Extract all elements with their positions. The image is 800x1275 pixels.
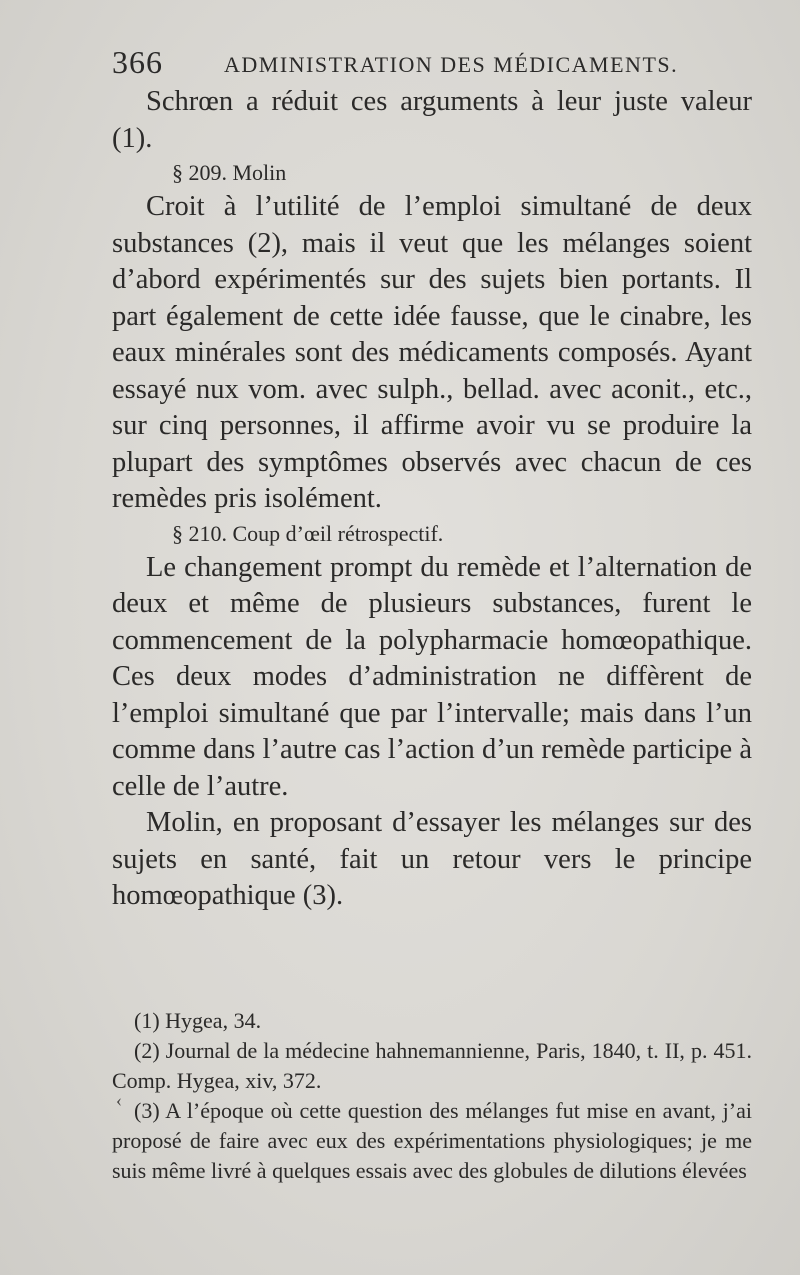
main-text [112,84,752,915]
paragraph-retrospective: Le changement prompt du remède et l’alternation de deux et même de plusieurs substances, furent le commencement de la polypharmacie homœopathique. Ces deux modes d’administration ne diffèrent de l’emploi simultané que par l’intervalle; mais dans l’un comme dans l’autre cas l’action d’un remède participe à celle de l’autre. [112,551,752,802]
footnotes [112,1006,752,1186]
paragraph-schroen: Schrœn a réduit ces arguments à leur juste valeur (1). [112,86,752,154]
page-number: 366 [112,44,163,80]
footnote-2: (2) Journal de la médecine hahnemannienne, Paris, 1840, t. II, p. 451. Comp. Hygea, xiv, 372. [112,1038,752,1093]
margin-mark: ‹ [116,1090,122,1110]
page-header [112,44,712,84]
running-head: ADMINISTRATION DES MÉDICAMENTS. [224,52,679,77]
section-heading-210: § 210. Coup d’œil rétrospectif. [172,520,444,546]
paragraph-molin-return: Molin, en proposant d’essayer les mélanges sur des sujets en santé, fait un retour vers le principe homœopathique (3). [112,807,752,911]
footnote-1: (1) Hygea, 34. [134,1008,262,1033]
paragraph-molin: Croit à l’utilité de l’emploi simultané de deux substances (2), mais il veut que les mélanges soient d’abord expérimentés sur des sujets bien portants. Il part également de cette idée fausse, que le cinabre, les eaux minérales sont des médicaments composés. Ayant essayé nux vom. avec sulph., bellad. avec aconit., etc., sur cinq personnes, il affirme avoir vu se produire la plupart des symptômes observés avec chacun de ces remèdes pris isolément. [112,191,752,514]
section-heading-209: § 209. Molin [172,160,287,185]
footnote-3: (3) A l’époque où cette question des mélanges fut mise en avant, j’ai proposé de faire avec eux des expérimentations physiologiques; je me suis même livré à quelques essais avec des globules de dilutions élevées [112,1098,752,1183]
